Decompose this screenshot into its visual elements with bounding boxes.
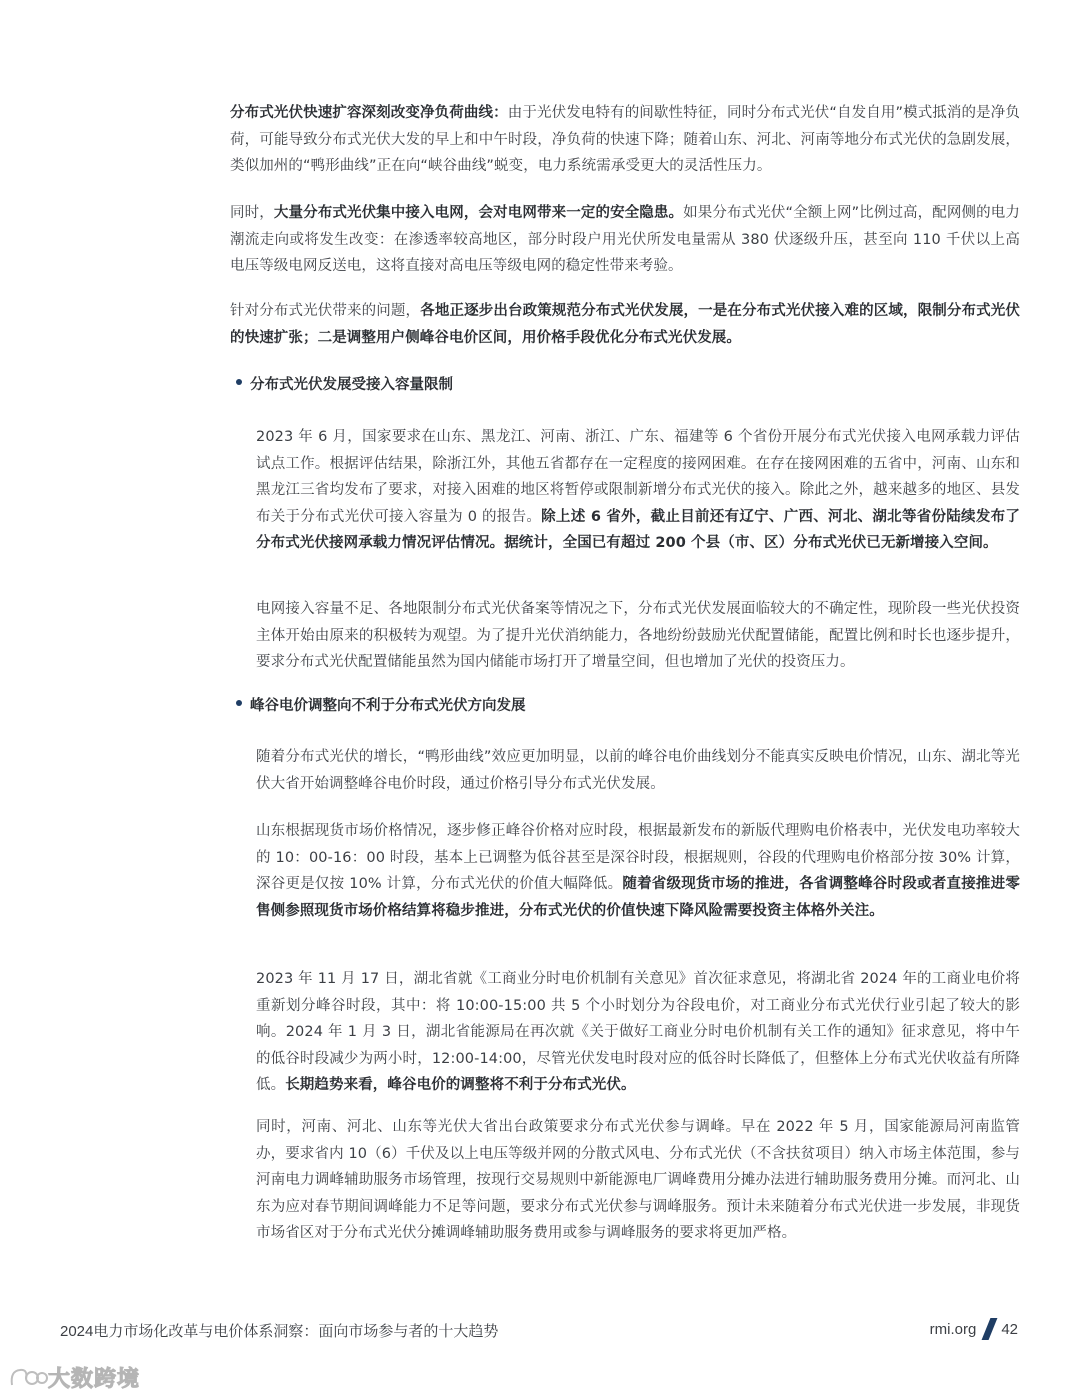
paragraph-emphasis: 大量分布式光伏集中接入电网，会对电网带来一定的安全隐患。	[273, 205, 684, 221]
footer-site-link[interactable]: rmi.org	[929, 1320, 977, 1338]
paragraph-text: 电网接入容量不足、各地限制分布式光伏备案等情况之下，分布式光伏发展面临较大的不确定性，现阶段一些光伏投资主体开始由原来的积极转为观望。为了提升光伏消纳能力，各地纷纷鼓励光伏配置储能，配置比例和时长也逐步提升，要求分布式光伏配置储能虽然为国内储能市场打开了增量空间，但也增加了光伏的投资压力。	[256, 601, 1020, 670]
paragraph-emphasis: 各地正逐步出台政策规范分布式光伏发展，一是在分布式光伏接入难的区域，限制分布式光伏的快速扩张；二是调整用户侧峰谷电价区间，用价格手段优化分布式光伏发展。	[230, 303, 1020, 346]
paragraph-text: 山东根据现货市场价格情况，逐步修正峰谷价格对应时段，根据最新发布的新版代理购电价格表中，光伏发电功率较大的 10：00-16：00 时段，基本上已调整为低谷甚至是深谷时段，根据规则，谷段的代理购电价格部分按 30% 计算，深谷更是仅按 10% 计算，分布式光伏的价值大幅降低。	[256, 823, 1020, 892]
paragraph-peak-regulation	[256, 1114, 1020, 1247]
paragraph-duck-curve	[256, 744, 1020, 797]
paragraph-text: 随着分布式光伏的增长，“鸭形曲线”效应更加明显，以前的峰谷电价曲线划分不能真实反映电价情况，山东、湖北等光伏大省开始调整峰谷电价时段，通过价格引导分布式光伏发展。	[256, 749, 1020, 792]
paragraph-text: 2023 年 6 月，国家要求在山东、黑龙江、河南、浙江、广东、福建等 6 个省份开展分布式光伏接入电网承载力评估试点工作。根据评估结果，除浙江外，其他五省都存在一定程度的接网困难。在存在接网困难的五省中，河南、山东和黑龙江三省均发布了要求，对接入困难的地区将暂停或限制新增分布式光伏的接入。除此之外，越来越多的地区、县发布关于分布式光伏可接入容量为 0 的报告。	[256, 429, 1020, 525]
paragraph-emphasis: 随着省级现货市场的推进，各省调整峰谷时段或者直接推进零售侧参照现货市场价格结算将稳步推进，分布式光伏的价值快速下降风险需要投资主体格外关注。	[256, 876, 1020, 919]
paragraph-text: 针对分布式光伏带来的问题，	[230, 303, 421, 319]
paragraph-emphasis: 长期趋势来看，峰谷电价的调整将不利于分布式光伏。	[285, 1077, 636, 1093]
watermark-logo-icon	[8, 1365, 48, 1391]
bullet-icon	[236, 700, 242, 706]
footer-report-title: 2024电力市场化改革与电价体系洞察：面向市场参与者的十大趋势	[60, 1323, 499, 1340]
footer-page-info	[930, 1318, 1018, 1340]
watermark-text: 大数跨境	[48, 1367, 141, 1392]
paragraph-grid-safety	[230, 200, 1020, 280]
paragraph-uncertainty	[256, 596, 1020, 676]
paragraph-text: 同时，河南、河北、山东等光伏大省出台政策要求分布式光伏参与调峰。早在 2022 年 5 月，国家能源局河南监管办，要求省内 10（6）千伏及以上电压等级并网的分散式风电、分布式光伏（不含扶贫项目）纳入市场主体范围，参与河南电力调峰辅助服务市场管理，按现行交易规则中新能源电厂调峰费用分摊办法进行辅助服务费用分摊。而河北、山东为应对春节期间调峰能力不足等问题，要求分布式光伏参与调峰服务。预计未来随着分布式光伏进一步发展，非现货市场省区对于分布式光伏分摊调峰辅助服务费用或参与调峰服务的要求将更加严格。	[256, 1119, 1020, 1241]
paragraph-shandong	[256, 818, 1020, 924]
paragraph-text: 由于光伏发电特有的间歇性特征，同时分布式光伏“自发自用”模式抵消的是净负荷，可能导致分布式光伏大发的早上和中午时段，净负荷的快速下降；随着山东、河北、河南等地分布式光伏的急剧发展，类似加州的“鸭形曲线”正在向“峡谷曲线”蜕变，电力系统需承受更大的灵活性压力。	[230, 105, 1020, 174]
paragraph-policy	[230, 298, 1020, 351]
page-number: 42	[1001, 1320, 1018, 1338]
paragraph-text: 如果分布式光伏“全额上网”比例过高，配网侧的电力潮流走向或将发生改变：在渗透率较高地区，部分时段户用光伏所发电量需从 380 伏逐级升压，甚至向 110 千伏以上高电压等级电网反送电，这将直接对高电压等级电网的稳定性带来考验。	[230, 205, 1020, 274]
section-heading-text: 峰谷电价调整向不利于分布式光伏方向发展	[250, 698, 526, 714]
paragraph-text: 同时，	[230, 205, 274, 221]
paragraph-net-load	[230, 100, 1020, 180]
section-heading-text: 分布式光伏发展受接入容量限制	[250, 377, 453, 393]
paragraph-text: 2023 年 11 月 17 日，湖北省就《工商业分时电价机制有关意见》首次征求意见，将湖北省 2024 年的工商业电价将重新划分峰谷时段，其中：将 10:00-15:00 共 5 个小时划分为谷段电价，对工商业分布式光伏行业引起了较大的影响。2024 年 1 月 3 日，湖北省能源局在再次就《关于做好工商业分时电价机制有关工作的通知》征求意见，将中午的低谷时段减少为两小时，12:00-14:00，尽管光伏发电时段对应的低谷时长降低了，但整体上分布式光伏收益有所降低。	[256, 971, 1020, 1093]
paragraph-capacity-assessment	[256, 424, 1020, 557]
section-heading-peak-valley	[236, 695, 526, 717]
bullet-icon	[236, 379, 242, 385]
slash-divider-icon	[982, 1318, 998, 1340]
watermark	[8, 1362, 140, 1393]
paragraph-hubei	[256, 966, 1020, 1099]
section-heading-capacity	[236, 374, 453, 396]
paragraph-lead-bold: 分布式光伏快速扩容深刻改变净负荷曲线：	[230, 105, 508, 121]
paragraph-emphasis: 除上述 6 省外，截止目前还有辽宁、广西、河北、湖北等省份陆续发布了分布式光伏接网承载力情况评估情况。据统计，全国已有超过 200 个县（市、区）分布式光伏已无新增接入空间。	[256, 508, 1020, 551]
